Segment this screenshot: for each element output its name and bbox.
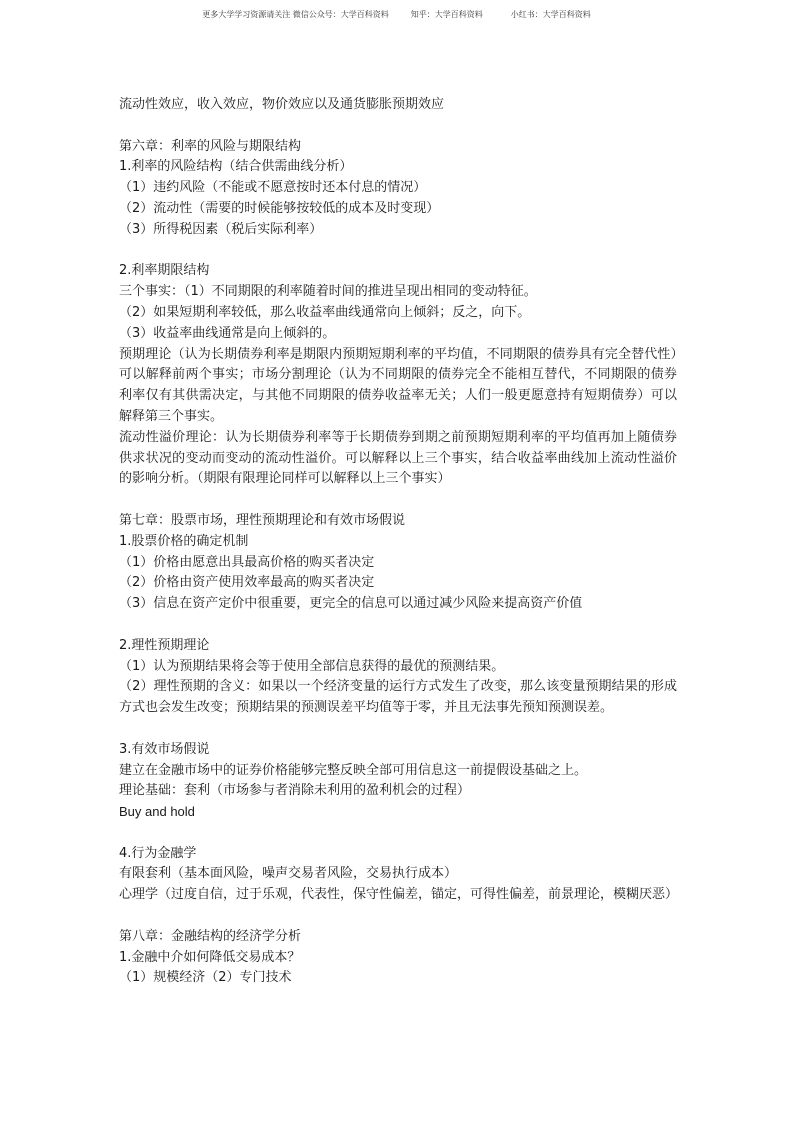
section-heading: 1.股票价格的确定机制 (119, 533, 249, 549)
blank-line (119, 490, 677, 511)
chapter-7-heading: 第七章：股票市场，理性预期理论和有效市场假说 (119, 512, 406, 528)
paragraph: （2）理性预期的含义：如果以一个经济变量的运行方式发生了改变，那么该变量预期结果的形成方式也会发生改变；预期结果的预测误差平均值等于零，并且无法事先预知预测误差。 (119, 679, 677, 716)
header-xiaohongshu-note: 小红书：大学百科资料 (510, 10, 591, 19)
list-item: （1）规模经济（2）专门技术 (119, 970, 292, 986)
section-heading: 3.有效市场假说 (119, 741, 210, 757)
text-line: 有限套利（基本面风险，噪声交易者风险，交易执行成本） (119, 866, 458, 882)
section-heading: 1.利率的风险结构（结合供需曲线分析） (119, 159, 353, 175)
text-line: Buy and hold (119, 804, 195, 820)
list-item: （3）所得税因素（税后实际利率） (119, 221, 323, 237)
text-line: 流动性效应，收入效应，物价效应以及通货膨胀预期效应 (119, 97, 445, 112)
list-item: （2）流动性（需要的时候能够按较低的成本及时变现） (119, 200, 440, 216)
blank-line (119, 906, 677, 927)
section-heading: 2.利率期限结构 (119, 263, 210, 279)
document-body (119, 95, 677, 989)
text-line: 理论基础：套利（市场参与者消除未利用的盈利机会的过程） (119, 783, 471, 799)
text-line: 建立在金融市场中的证券价格能够完整反映全部可用信息这一前提假设基础之上。 (119, 762, 588, 778)
page-header (0, 9, 793, 20)
paragraph: 流动性溢价理论：认为长期债券利率等于长期债券到期之前预期短期利率的平均值再加上随债券供求状况的变动而变动的流动性溢价。可以解释以上三个事实，结合收益率曲线加上流动性溢价的影响分析。（期限有限理论同样可以解释以上三个事实） (119, 429, 677, 487)
chapter-6-heading: 第六章：利率的风险与期限结构 (119, 138, 302, 154)
blank-line (119, 241, 677, 262)
paragraph: 心理学（过度自信，过于乐观，代表性，保守性偏差，锚定，可得性偏差，前景理论，模糊厌恶） (119, 887, 679, 903)
chapter-8-heading: 第八章：金融结构的经济学分析 (119, 928, 302, 944)
section-heading: 4.行为金融学 (119, 845, 197, 861)
section-heading: 1.金融中介如何降低交易成本？ (119, 949, 301, 965)
list-item: （2）价格由资产使用效率最高的购买者决定 (119, 575, 375, 591)
header-wechat-note: 更多大学学习资源请关注 微信公众号：大学百科资料 (202, 10, 389, 19)
paragraph: 预期理论（认为长期债券利率是期限内预期短期利率的平均值，不同期限的债券具有完全替代性）可以解释前两个事实；市场分割理论（认为不同期限的债券完全不能相互替代，不同期限的债券利率仅有其供需决定，与其他不同期限的债券收益率无关；人们一般更愿意持有短期债券）可以解释第三个事实。 (119, 346, 677, 424)
blank-line (119, 116, 677, 137)
text-line: （3）收益率曲线通常是向上倾斜的。 (119, 325, 336, 341)
blank-line (119, 719, 677, 740)
section-heading: 2.理性预期理论 (119, 637, 210, 653)
list-item: （3）信息在资产定价中很重要，更完全的信息可以通过减少风险来提高资产价值 (119, 596, 583, 612)
text-line: （2）如果短期利率较低，那么收益率曲线通常向上倾斜；反之，向下。 (119, 304, 531, 320)
blank-line (119, 823, 677, 844)
list-item: （1）违约风险（不能或不愿意按时还本付息的情况） (119, 180, 427, 196)
list-item: （1）认为预期结果将会等于使用全部信息获得的最优的预测结果。 (119, 658, 505, 674)
text-line: 三个事实：（1）不同期限的利率随着时间的推进呈现出相同的变动特征。 (119, 284, 537, 300)
header-zhihu-note: 知乎：大学百科资料 (410, 10, 483, 19)
list-item: （1）价格由愿意出具最高价格的购买者决定 (119, 554, 375, 570)
blank-line (119, 615, 677, 636)
